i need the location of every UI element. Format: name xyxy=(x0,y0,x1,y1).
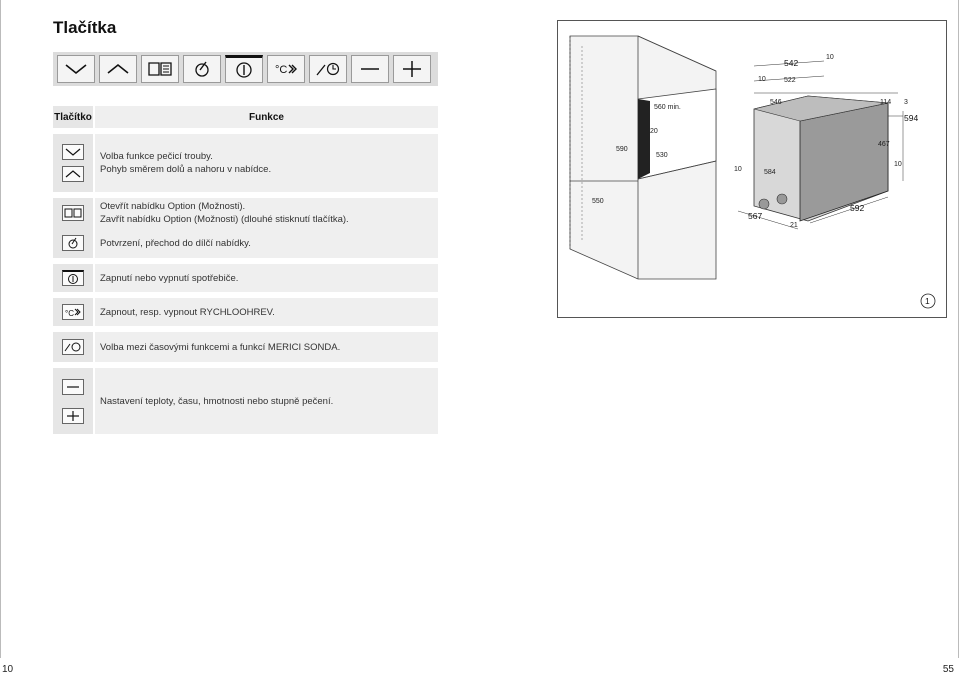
up-arrow-icon xyxy=(105,58,131,80)
dim-label: 592 xyxy=(850,203,865,213)
header-function: Funkce xyxy=(95,106,438,128)
row-text: Nastavení teploty, času, hmotnosti nebo stupně pečení. xyxy=(100,395,334,407)
timer-probe-icon xyxy=(315,58,341,80)
rapid-heat-icon xyxy=(62,304,84,320)
table-row xyxy=(53,368,438,434)
oven-installation-drawing xyxy=(558,21,946,317)
confirm-button[interactable] xyxy=(183,55,221,83)
table-row xyxy=(53,228,438,258)
page-number-left: 10 xyxy=(2,664,14,675)
row-text: Zapnutí nebo vypnutí spotřebiče. xyxy=(100,272,239,284)
rapid-heat-icon xyxy=(273,58,299,80)
row-text: Volba mezi časovými funkcemi a funkcí MERICI SONDA. xyxy=(100,341,341,353)
row-text: Pohyb směrem dolů a nahoru v nabídce. xyxy=(100,164,272,175)
dim-label: 542 xyxy=(784,58,799,68)
installation-diagram xyxy=(557,20,947,318)
dim-label: 590 xyxy=(616,146,628,153)
options-icon xyxy=(147,58,173,80)
minus-icon xyxy=(357,58,383,80)
plus-icon xyxy=(399,58,425,80)
dim-label: 550 xyxy=(592,198,604,205)
header-button: Tlačítko xyxy=(53,106,95,128)
control-panel-strip xyxy=(53,52,438,86)
dim-label: 594 xyxy=(904,113,919,123)
timer-probe-button[interactable] xyxy=(309,55,347,83)
minus-button[interactable] xyxy=(351,55,389,83)
row-text: Otevřít nabídku Option (Možnosti). xyxy=(100,201,246,212)
table-row xyxy=(53,264,438,292)
row-text: Volba funkce pečicí trouby. xyxy=(100,151,213,162)
page-edge-left xyxy=(0,0,1,658)
page-title: Tlačítka xyxy=(53,18,117,37)
up-arrow-button[interactable] xyxy=(99,55,137,83)
page-edge-right xyxy=(958,0,959,658)
row-text: Zapnout, resp. vypnout RYCHLOOHREV. xyxy=(100,306,275,318)
figure-number: 1 xyxy=(925,296,930,306)
power-icon xyxy=(62,270,84,286)
down-arrow-icon xyxy=(62,144,84,160)
dim-label: 10 xyxy=(894,161,902,168)
down-arrow-button[interactable] xyxy=(57,55,95,83)
plus-icon xyxy=(62,408,84,424)
dim-label: 114 xyxy=(880,99,892,106)
power-icon xyxy=(231,59,257,81)
rapid-heat-button[interactable] xyxy=(267,55,305,83)
confirm-icon xyxy=(189,58,215,80)
svg-text:°C: °C xyxy=(275,64,288,76)
minus-icon xyxy=(62,379,84,395)
options-button[interactable] xyxy=(141,55,179,83)
confirm-icon xyxy=(62,235,84,251)
dim-label: 3 xyxy=(904,99,908,106)
power-button[interactable] xyxy=(225,55,263,83)
dim-label: 21 xyxy=(790,222,798,229)
dim-label: 20 xyxy=(650,128,658,135)
page-number-right: 55 xyxy=(942,664,954,675)
dim-label: 546 xyxy=(770,99,782,106)
dim-label: 567 xyxy=(748,211,763,221)
table-row xyxy=(53,332,438,362)
table-row xyxy=(53,134,438,192)
plus-button[interactable] xyxy=(393,55,431,83)
timer-probe-icon xyxy=(62,339,84,355)
table-row xyxy=(53,198,438,228)
row-text: Potvrzení, přechod do dílčí nabídky. xyxy=(100,237,251,249)
button-function-table xyxy=(53,106,438,434)
down-arrow-icon xyxy=(63,58,89,80)
dim-label: 530 xyxy=(656,152,668,159)
dim-label: 522 xyxy=(784,77,796,84)
row-text: Zavřít nabídku Option (Možnosti) (dlouhé stisknutí tlačítka). xyxy=(100,214,349,225)
table-row xyxy=(53,298,438,326)
dim-label: 10 xyxy=(758,76,766,83)
svg-text:°C: °C xyxy=(65,309,74,318)
dim-label: 584 xyxy=(764,169,776,176)
dim-label: 560 min. xyxy=(654,104,681,111)
options-icon xyxy=(62,205,84,221)
up-arrow-icon xyxy=(62,166,84,182)
dim-label: 10 xyxy=(826,54,834,61)
dim-label: 10 xyxy=(734,166,742,173)
dim-label: 467 xyxy=(878,141,890,148)
